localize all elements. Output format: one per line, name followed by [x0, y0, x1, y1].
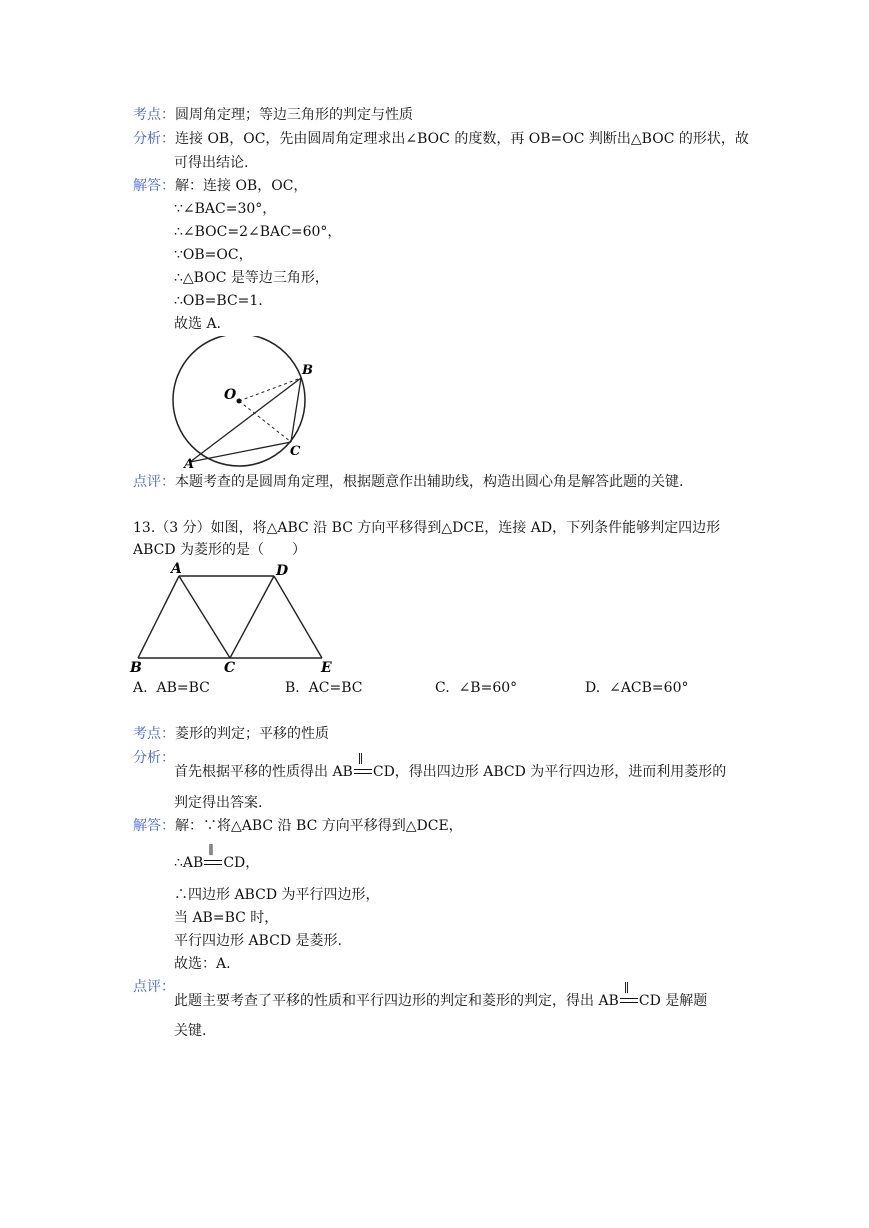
segment-oc	[239, 401, 291, 442]
dianping-text-cont: 关键.	[174, 1023, 207, 1039]
dianping-text: 此题主要考查了平移的性质和平行四边形的判定和菱形的判定，得出 AB ∥ CD 是解题	[174, 981, 708, 1009]
label-c: C	[290, 444, 301, 459]
option-letter: A.	[133, 680, 148, 696]
parallel-equal-symbol: ∥	[619, 991, 639, 1005]
segment-ac	[190, 442, 291, 462]
jieda-step: 故选：A.	[174, 956, 231, 972]
kaodian-label: 考点：	[133, 107, 175, 123]
fenxi-text: 首先根据平移的性质得出 AB ∥ CD，得出四边形 ABCD 为平行四边形，进而利用菱形的	[174, 752, 727, 780]
jieda-step: ∴△BOC 是等边三角形，	[174, 270, 329, 286]
option-text: ∠ACB=60°	[609, 680, 689, 696]
jieda-row	[133, 817, 463, 835]
fenxi-text-cont: 判定得出答案.	[174, 795, 263, 811]
label-c: C	[224, 660, 236, 676]
label-a: A	[184, 457, 195, 470]
kaodian-row	[133, 725, 329, 743]
parallel-equal-symbol: ∥	[353, 762, 373, 776]
option-b[interactable]	[285, 679, 362, 697]
segment-ac	[179, 576, 230, 658]
jieda-label: 解答：	[133, 818, 175, 834]
jieda-step: 解：连接 OB，OC，	[175, 178, 308, 194]
parallel-equal-symbol: ∥	[203, 853, 223, 867]
fenxi-row	[133, 130, 749, 148]
option-text: ∠B=60°	[458, 680, 518, 696]
jieda-step: 故选 A.	[174, 316, 222, 332]
dianping-label: 点评：	[133, 979, 175, 995]
dianping-label-row	[133, 978, 175, 996]
circle-figure	[168, 336, 318, 470]
option-c[interactable]	[435, 679, 517, 697]
option-letter: C.	[435, 680, 450, 696]
jieda-step: ∴四边形 ABCD 为平行四边形，	[174, 887, 380, 903]
jieda-step: ∴OB=BC=1.	[174, 293, 263, 309]
dianping-text: 本题考查的是圆周角定理，根据题意作出辅助线，构造出圆心角是解答此题的关键.	[175, 474, 684, 490]
fenxi-label-row	[133, 749, 175, 767]
option-d[interactable]	[585, 679, 688, 697]
fenxi-label: 分析：	[133, 131, 175, 147]
option-text: AB=BC	[156, 680, 210, 696]
segment-ab	[138, 576, 179, 658]
label-b: B	[130, 660, 142, 676]
segment-de	[274, 576, 322, 658]
option-text: AC=BC	[308, 680, 363, 696]
jieda-step: ∵∠BAC=30°，	[174, 201, 277, 217]
kaodian-text: 圆周角定理；等边三角形的判定与性质	[175, 107, 413, 123]
label-o: O	[224, 387, 237, 403]
center-point	[237, 399, 242, 404]
label-e: E	[321, 660, 332, 676]
question-stem-cont: ABCD 为菱形的是（ ）	[133, 542, 307, 558]
fenxi-text: 连接 OB，OC，先由圆周角定理求出∠BOC 的度数，再 OB=OC 判断出△BOC 的形状，故	[175, 131, 749, 147]
jieda-step: ∴AB ∥ CD，	[174, 843, 260, 871]
fenxi-label: 分析：	[133, 750, 175, 766]
fenxi-text-cont: 可得出结论.	[174, 155, 249, 171]
segment-dc	[230, 576, 274, 658]
segment-ab	[190, 378, 301, 462]
kaodian-text: 菱形的判定；平移的性质	[175, 726, 329, 742]
jieda-row	[133, 177, 307, 195]
dianping-row	[133, 473, 683, 491]
question-stem: 13.（3 分）如图，将△ABC 沿 BC 方向平移得到△DCE，连接 AD，下列条件能够判定四边形	[133, 520, 721, 536]
label-b: B	[302, 363, 313, 378]
label-d: D	[276, 563, 289, 579]
kaodian-label: 考点：	[133, 726, 175, 742]
jieda-label: 解答：	[133, 178, 175, 194]
translation-figure	[126, 558, 346, 678]
jieda-step: ∵OB=OC，	[174, 247, 253, 263]
option-letter: D.	[585, 680, 601, 696]
option-a[interactable]	[133, 679, 210, 697]
segment-ob	[239, 378, 301, 401]
jieda-step: 当 AB=BC 时，	[174, 910, 279, 926]
kaodian-row	[133, 106, 413, 124]
jieda-step: ∴∠BOC=2∠BAC=60°，	[174, 224, 342, 240]
option-letter: B.	[285, 680, 300, 696]
jieda-step: 平行四边形 ABCD 是菱形.	[174, 933, 342, 949]
label-a: A	[171, 561, 182, 577]
jieda-step: 解：∵将△ABC 沿 BC 方向平移得到△DCE，	[175, 818, 463, 834]
dianping-label: 点评：	[133, 474, 175, 490]
